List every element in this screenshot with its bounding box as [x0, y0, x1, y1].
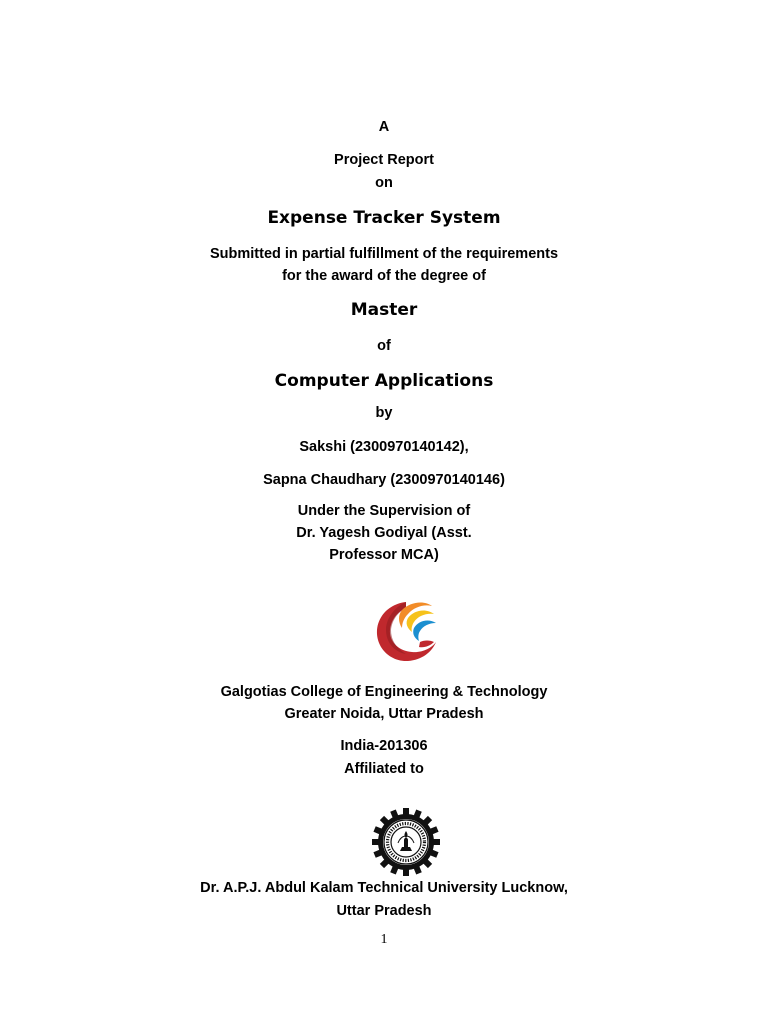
- university-state: Uttar Pradesh: [336, 903, 432, 919]
- author-2: Sapna Chaudhary (2300970140146): [263, 472, 505, 488]
- supervision-line-1: Under the Supervision of: [297, 503, 471, 519]
- submitted-line-2: for the award of the degree of: [282, 268, 486, 284]
- line-a: A: [378, 119, 390, 135]
- degree-field: Computer Applications: [274, 371, 494, 391]
- line-by: by: [375, 405, 393, 421]
- project-title: Expense Tracker System: [267, 208, 501, 228]
- supervision-line-2: Dr. Yagesh Godiyal (Asst.: [296, 525, 472, 541]
- college-name: Galgotias College of Engineering & Technology: [220, 684, 548, 700]
- line-of: of: [377, 338, 391, 354]
- affiliated-to: Affiliated to: [344, 761, 424, 777]
- university-seal-icon: [371, 807, 441, 877]
- author-1: Sakshi (2300970140142),: [299, 439, 469, 455]
- college-pin: India-201306: [340, 738, 428, 754]
- degree-name: Master: [350, 300, 418, 320]
- college-logo-icon: [372, 596, 442, 664]
- line-on: on: [375, 175, 393, 191]
- line-project-report: Project Report: [334, 152, 434, 168]
- page-number: 1: [380, 932, 388, 947]
- submitted-line-1: Submitted in partial fulfillment of the requirements: [209, 246, 559, 262]
- university-name: Dr. A.P.J. Abdul Kalam Technical University Lucknow,: [200, 880, 568, 896]
- college-location: Greater Noida, Uttar Pradesh: [284, 706, 484, 722]
- supervision-line-3: Professor MCA): [329, 547, 439, 563]
